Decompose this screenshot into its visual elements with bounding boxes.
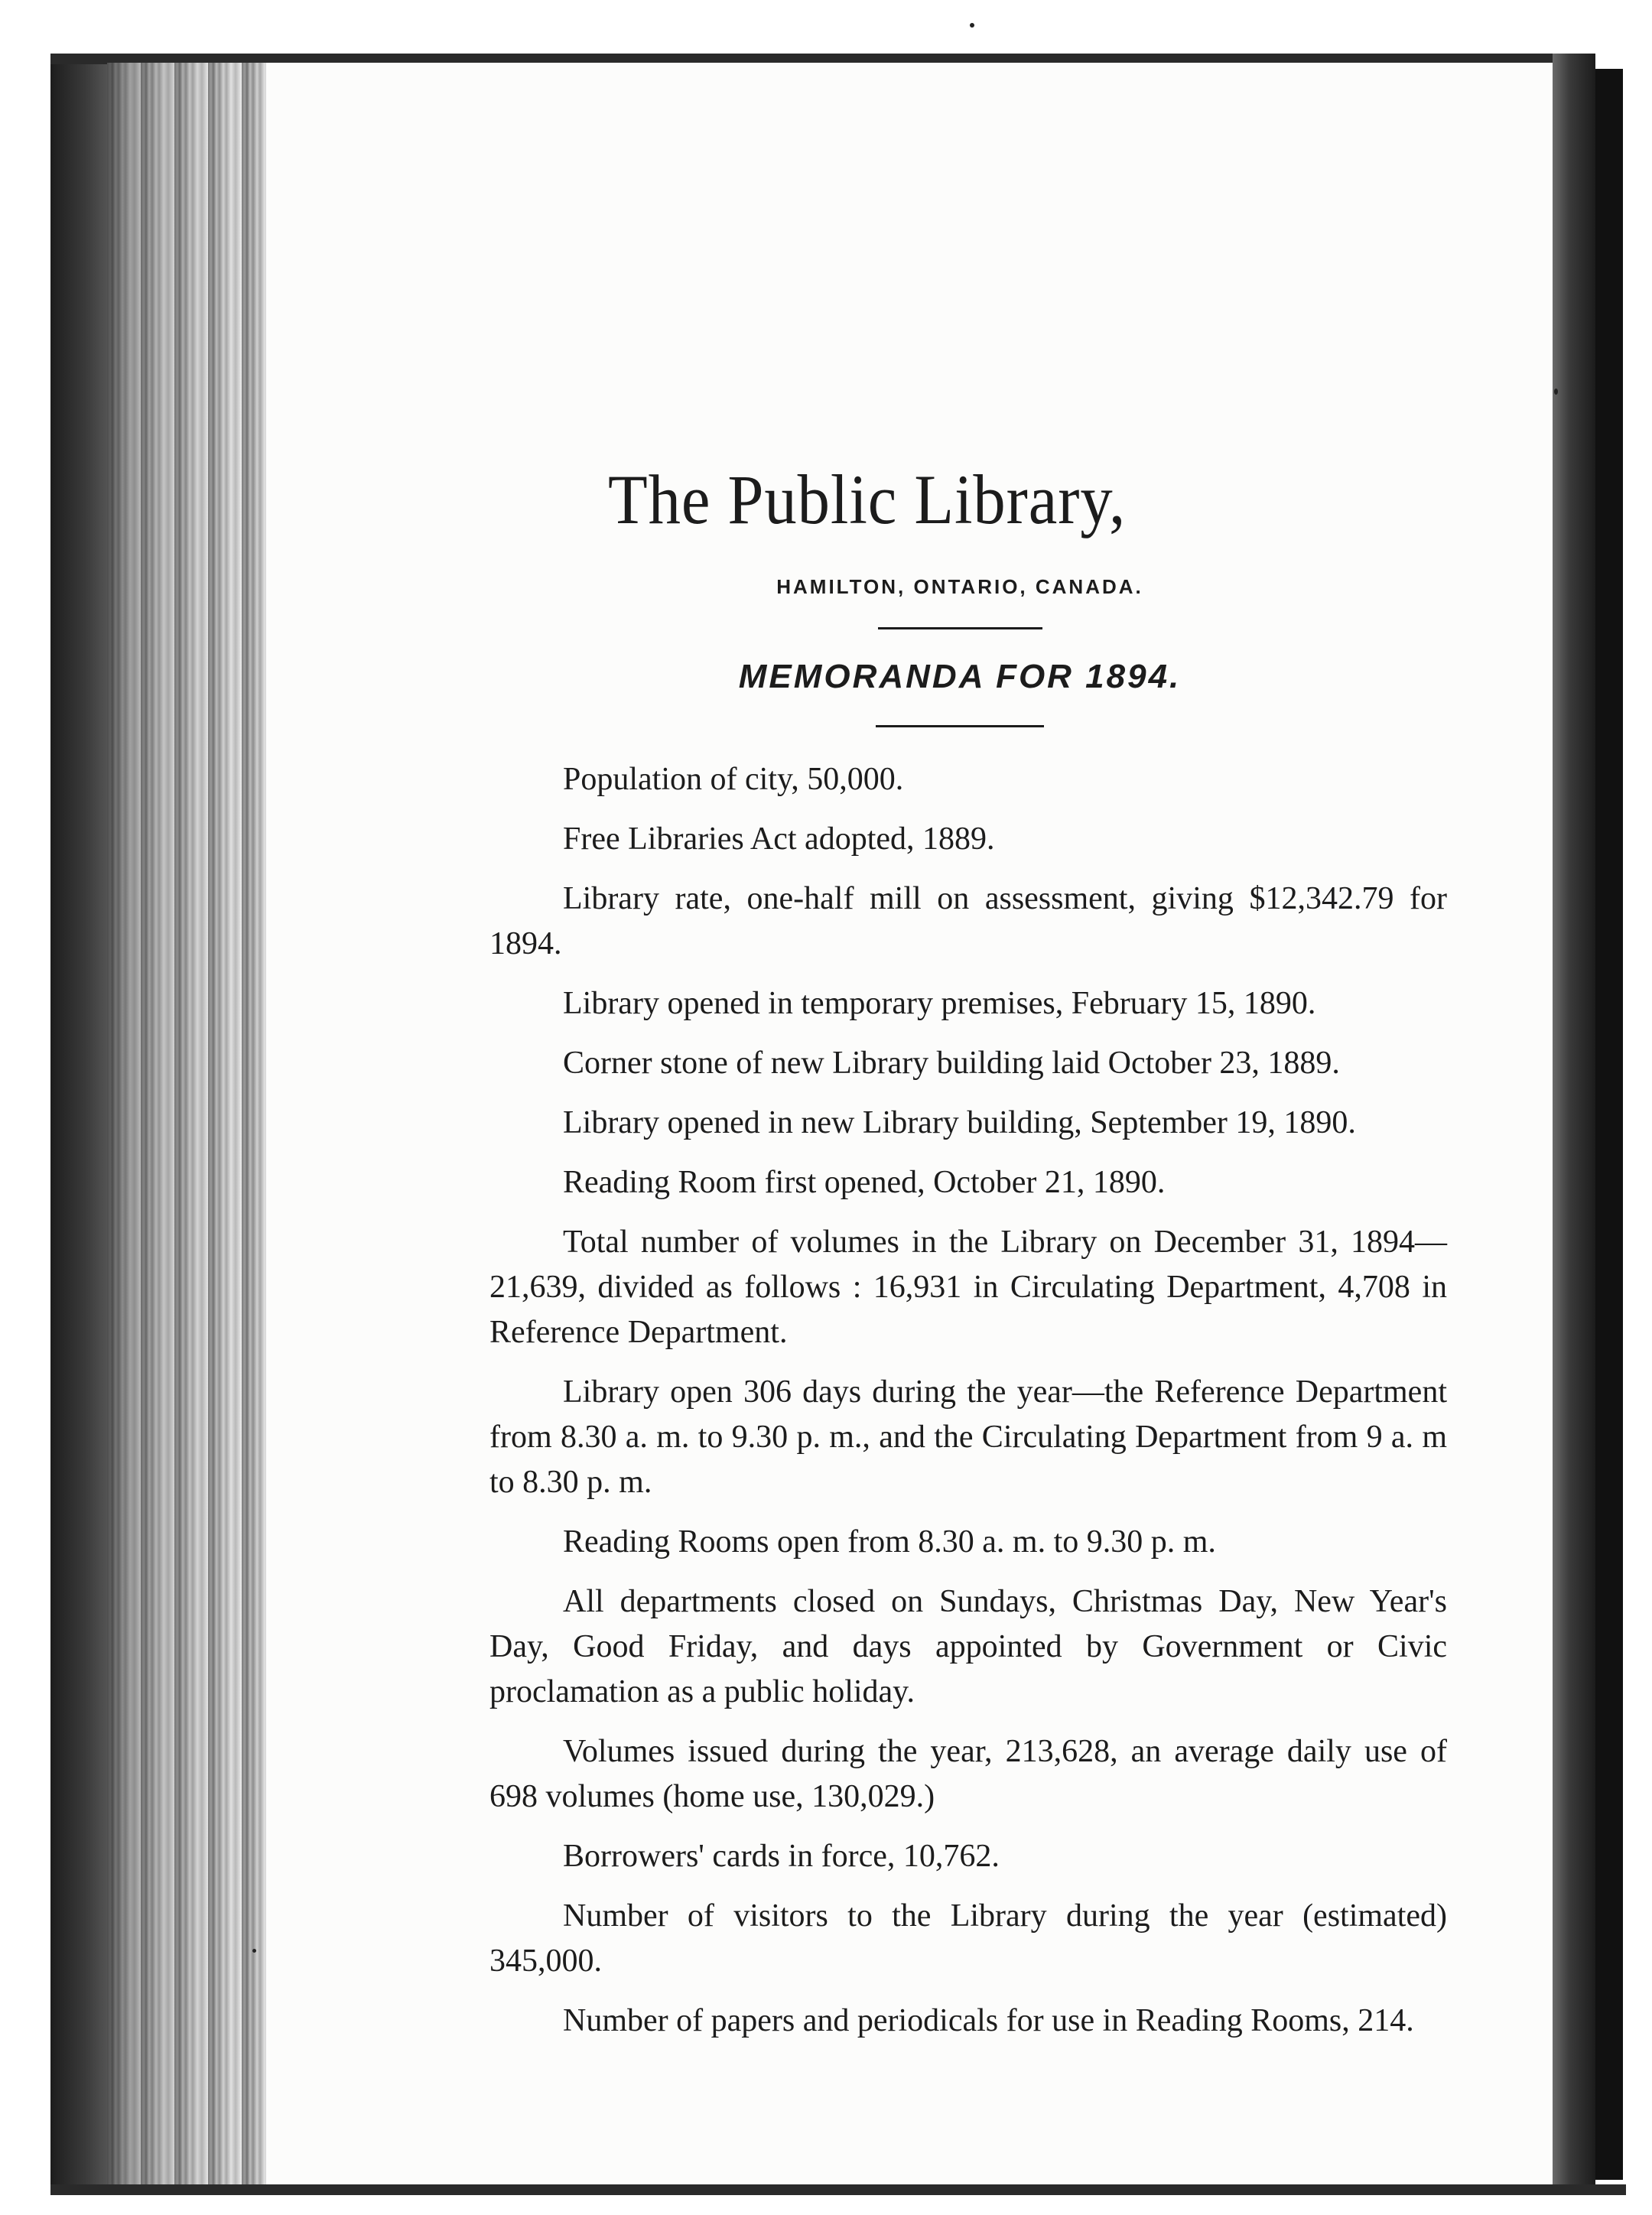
divider-rule <box>878 627 1042 629</box>
dust-speck <box>1554 389 1558 395</box>
memo-item: Number of visitors to the Library during the year (estimated) 345,000. <box>489 1898 1447 1979</box>
memo-item: Reading Room first opened, October 21, 1890. <box>563 1165 1166 1200</box>
memo-item: All departments closed on Sundays, Christmas Day, New Year's Day, Good Friday, and days appointed by Government or Civic proclamation as a public holiday. <box>489 1584 1447 1709</box>
page-leaves-shadow <box>107 63 268 2186</box>
location-line: HAMILTON, ONTARIO, CANADA. <box>776 575 1143 598</box>
memo-item: Total number of volumes in the Library on December 31, 1894—21,639, divided as follows : 16,931 in Circulating Department, 4,708 in Reference Department. <box>489 1225 1447 1350</box>
memo-item: Population of city, 50,000. <box>563 762 904 797</box>
divider-rule <box>876 725 1044 727</box>
book-bottom-edge <box>50 2184 1626 2195</box>
dust-speck <box>970 23 974 28</box>
memoranda-list <box>489 757 1447 2058</box>
memo-item: Reading Rooms open from 8.30 a. m. to 9.30 p. m. <box>563 1524 1216 1560</box>
book-gutter-right <box>1553 54 1595 2195</box>
memo-item: Borrowers' cards in force, 10,762. <box>563 1839 1000 1874</box>
memo-item: Library rate, one-half mill on assessment, giving $12,342.79 for 1894. <box>489 881 1447 961</box>
book-cover-edge-right <box>1595 69 1623 2180</box>
book-cover-edge-left <box>50 54 109 2195</box>
memo-item: Volumes issued during the year, 213,628, an average daily use of 698 volumes (home use, 130,029.) <box>489 1734 1447 1814</box>
dust-speck <box>252 1949 256 1953</box>
memo-item: Number of papers and periodicals for use in Reading Rooms, 214. <box>563 2003 1414 2038</box>
memo-item: Library opened in new Library building, September 19, 1890. <box>563 1105 1356 1140</box>
memoranda-heading: MEMORANDA FOR 1894. <box>738 658 1182 695</box>
scanner-background <box>46 0 1576 54</box>
page-title: The Public Library, <box>608 460 1127 538</box>
memo-item: Corner stone of new Library building laid October 23, 1889. <box>563 1046 1340 1081</box>
memo-item: Library opened in temporary premises, February 15, 1890. <box>563 986 1316 1021</box>
memo-item: Free Libraries Act adopted, 1889. <box>563 821 995 857</box>
memo-item: Library open 306 days during the year—the Reference Department from 8.30 a. m. to 9.30 p. m., and the Circulating Department from 9 a. m to 8.30 p. m. <box>489 1374 1447 1500</box>
